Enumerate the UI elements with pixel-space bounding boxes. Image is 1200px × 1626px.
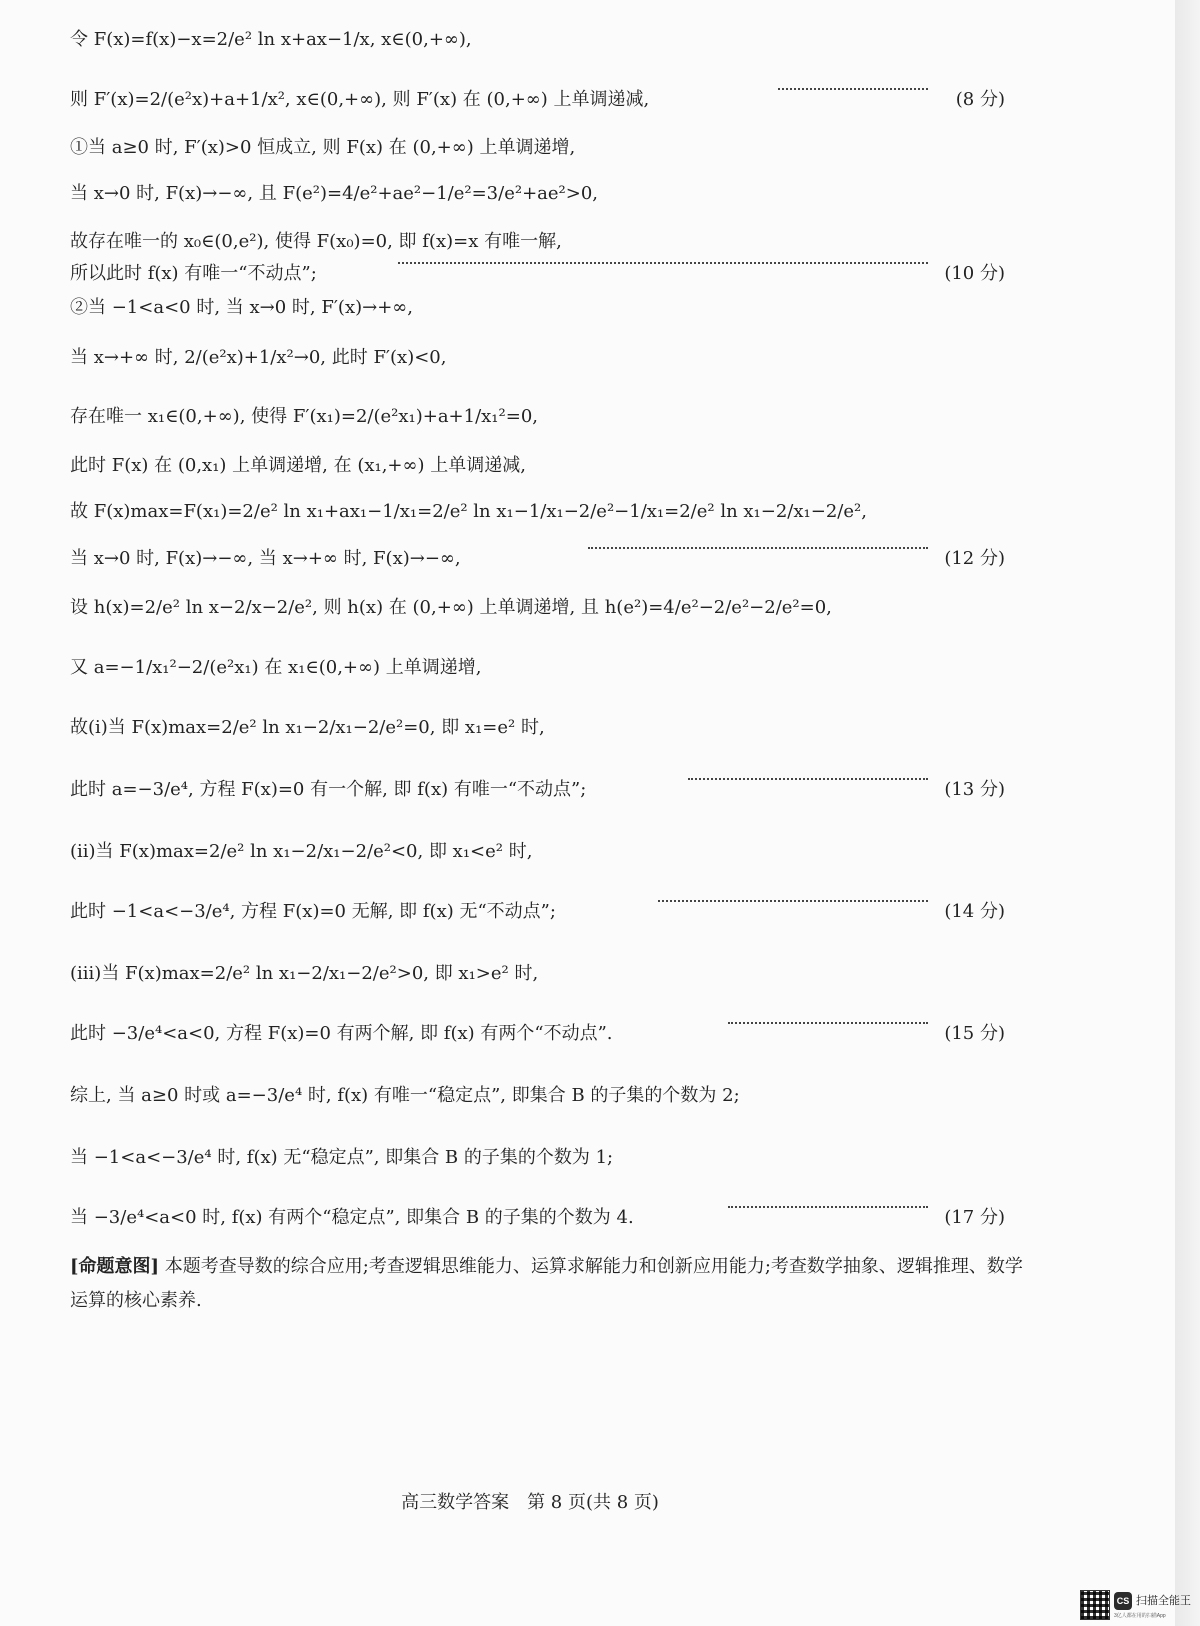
leader-dots [728, 1022, 928, 1024]
solution-line: 此时 −3/e⁴<a<0, 方程 F(x)=0 有两个解, 即 f(x) 有两个“不动点”. [70, 1023, 613, 1044]
solution-line: (iii)当 F(x)max=2/e² ln x₁−2/x₁−2/e²>0, 即 x₁>e² 时, [70, 963, 539, 984]
solution-line: 故(i)当 F(x)max=2/e² ln x₁−2/x₁−2/e²=0, 即 x₁=e² 时, [70, 717, 545, 738]
solution-line: (ii)当 F(x)max=2/e² ln x₁−2/x₁−2/e²<0, 即 x₁<e² 时, [70, 841, 533, 862]
solution-line: 综上, 当 a≥0 时或 a=−3/e⁴ 时, f(x) 有唯一“稳定点”, 即集合 B 的子集的个数为 2; [70, 1085, 740, 1106]
leader-dots [588, 547, 928, 549]
problem-intent-text: 本题考查导数的综合应用;考查逻辑思维能力、运算求解能力和创新应用能力;考查数学抽象、逻辑推理、数学运算的核心素养. [70, 1256, 1023, 1311]
score-label: (13 分) [944, 779, 1005, 800]
solution-line: 故存在唯一的 x₀∈(0,e²), 使得 F(x₀)=0, 即 f(x)=x 有唯一解, [70, 231, 562, 252]
qr-code-icon [1080, 1590, 1110, 1620]
leader-dots [398, 262, 928, 264]
solution-line: 设 h(x)=2/e² ln x−2/x−2/e², 则 h(x) 在 (0,+∞) 上单调递增, 且 h(e²)=4/e²−2/e²−2/e²=0, [70, 597, 832, 618]
solution-line: 所以此时 f(x) 有唯一“不动点”; [70, 263, 317, 284]
solution-line: 此时 a=−3/e⁴, 方程 F(x)=0 有一个解, 即 f(x) 有唯一“不动点”; [70, 779, 587, 800]
leader-dots [728, 1206, 928, 1208]
scan-edge [1175, 0, 1200, 1626]
solution-line: 此时 F(x) 在 (0,x₁) 上单调递增, 在 (x₁,+∞) 上单调递减, [70, 455, 526, 476]
solution-line: 当 x→+∞ 时, 2/(e²x)+1/x²→0, 此时 F′(x)<0, [70, 347, 447, 368]
score-label: (17 分) [944, 1207, 1005, 1228]
solution-line: 令 F(x)=f(x)−x=2/e² ln x+ax−1/x, x∈(0,+∞), [70, 29, 472, 50]
solution-line: 存在唯一 x₁∈(0,+∞), 使得 F′(x₁)=2/(e²x₁)+a+1/x₁²=0, [70, 406, 538, 427]
problem-intent-tag: [命题意图] [70, 1256, 160, 1277]
leader-dots [688, 778, 928, 780]
score-label: (15 分) [944, 1023, 1005, 1044]
solution-line: ②当 −1<a<0 时, 当 x→0 时, F′(x)→+∞, [70, 297, 413, 318]
camscanner-logo-icon: CS [1114, 1592, 1132, 1610]
solution-line: 则 F′(x)=2/(e²x)+a+1/x², x∈(0,+∞), 则 F′(x) 在 (0,+∞) 上单调递减, [70, 89, 650, 110]
score-label: (10 分) [944, 263, 1005, 284]
problem-intent [70, 1250, 1040, 1318]
solution-line: 故 F(x)max=F(x₁)=2/e² ln x₁+ax₁−1/x₁=2/e² ln x₁−1/x₁−2/e²−1/x₁=2/e² ln x₁−2/x₁−2/e², [70, 501, 867, 522]
scanner-app-name: 扫描全能王 [1136, 1595, 1191, 1607]
solution-line: 当 −3/e⁴<a<0 时, f(x) 有两个“稳定点”, 即集合 B 的子集的个数为 4. [70, 1207, 634, 1228]
solution-line: 又 a=−1/x₁²−2/(e²x₁) 在 x₁∈(0,+∞) 上单调递增, [70, 657, 482, 678]
scanner-app-tagline: 3亿人都在用的扫描App [1114, 1613, 1166, 1619]
score-label: (8 分) [955, 89, 1005, 110]
solution-line: ①当 a≥0 时, F′(x)>0 恒成立, 则 F(x) 在 (0,+∞) 上单调递增, [70, 137, 576, 158]
leader-dots [778, 88, 928, 90]
leader-dots [658, 900, 928, 902]
score-label: (14 分) [944, 901, 1005, 922]
solution-line: 当 x→0 时, F(x)→−∞, 当 x→+∞ 时, F(x)→−∞, [70, 548, 461, 569]
page-footer: 高三数学答案 第 8 页(共 8 页) [401, 1492, 659, 1513]
solution-line: 此时 −1<a<−3/e⁴, 方程 F(x)=0 无解, 即 f(x) 无“不动点”; [70, 901, 556, 922]
score-label: (12 分) [944, 548, 1005, 569]
solution-line: 当 x→0 时, F(x)→−∞, 且 F(e²)=4/e²+ae²−1/e²=3/e²+ae²>0, [70, 183, 599, 204]
solution-line: 当 −1<a<−3/e⁴ 时, f(x) 无“稳定点”, 即集合 B 的子集的个数为 1; [70, 1147, 614, 1168]
